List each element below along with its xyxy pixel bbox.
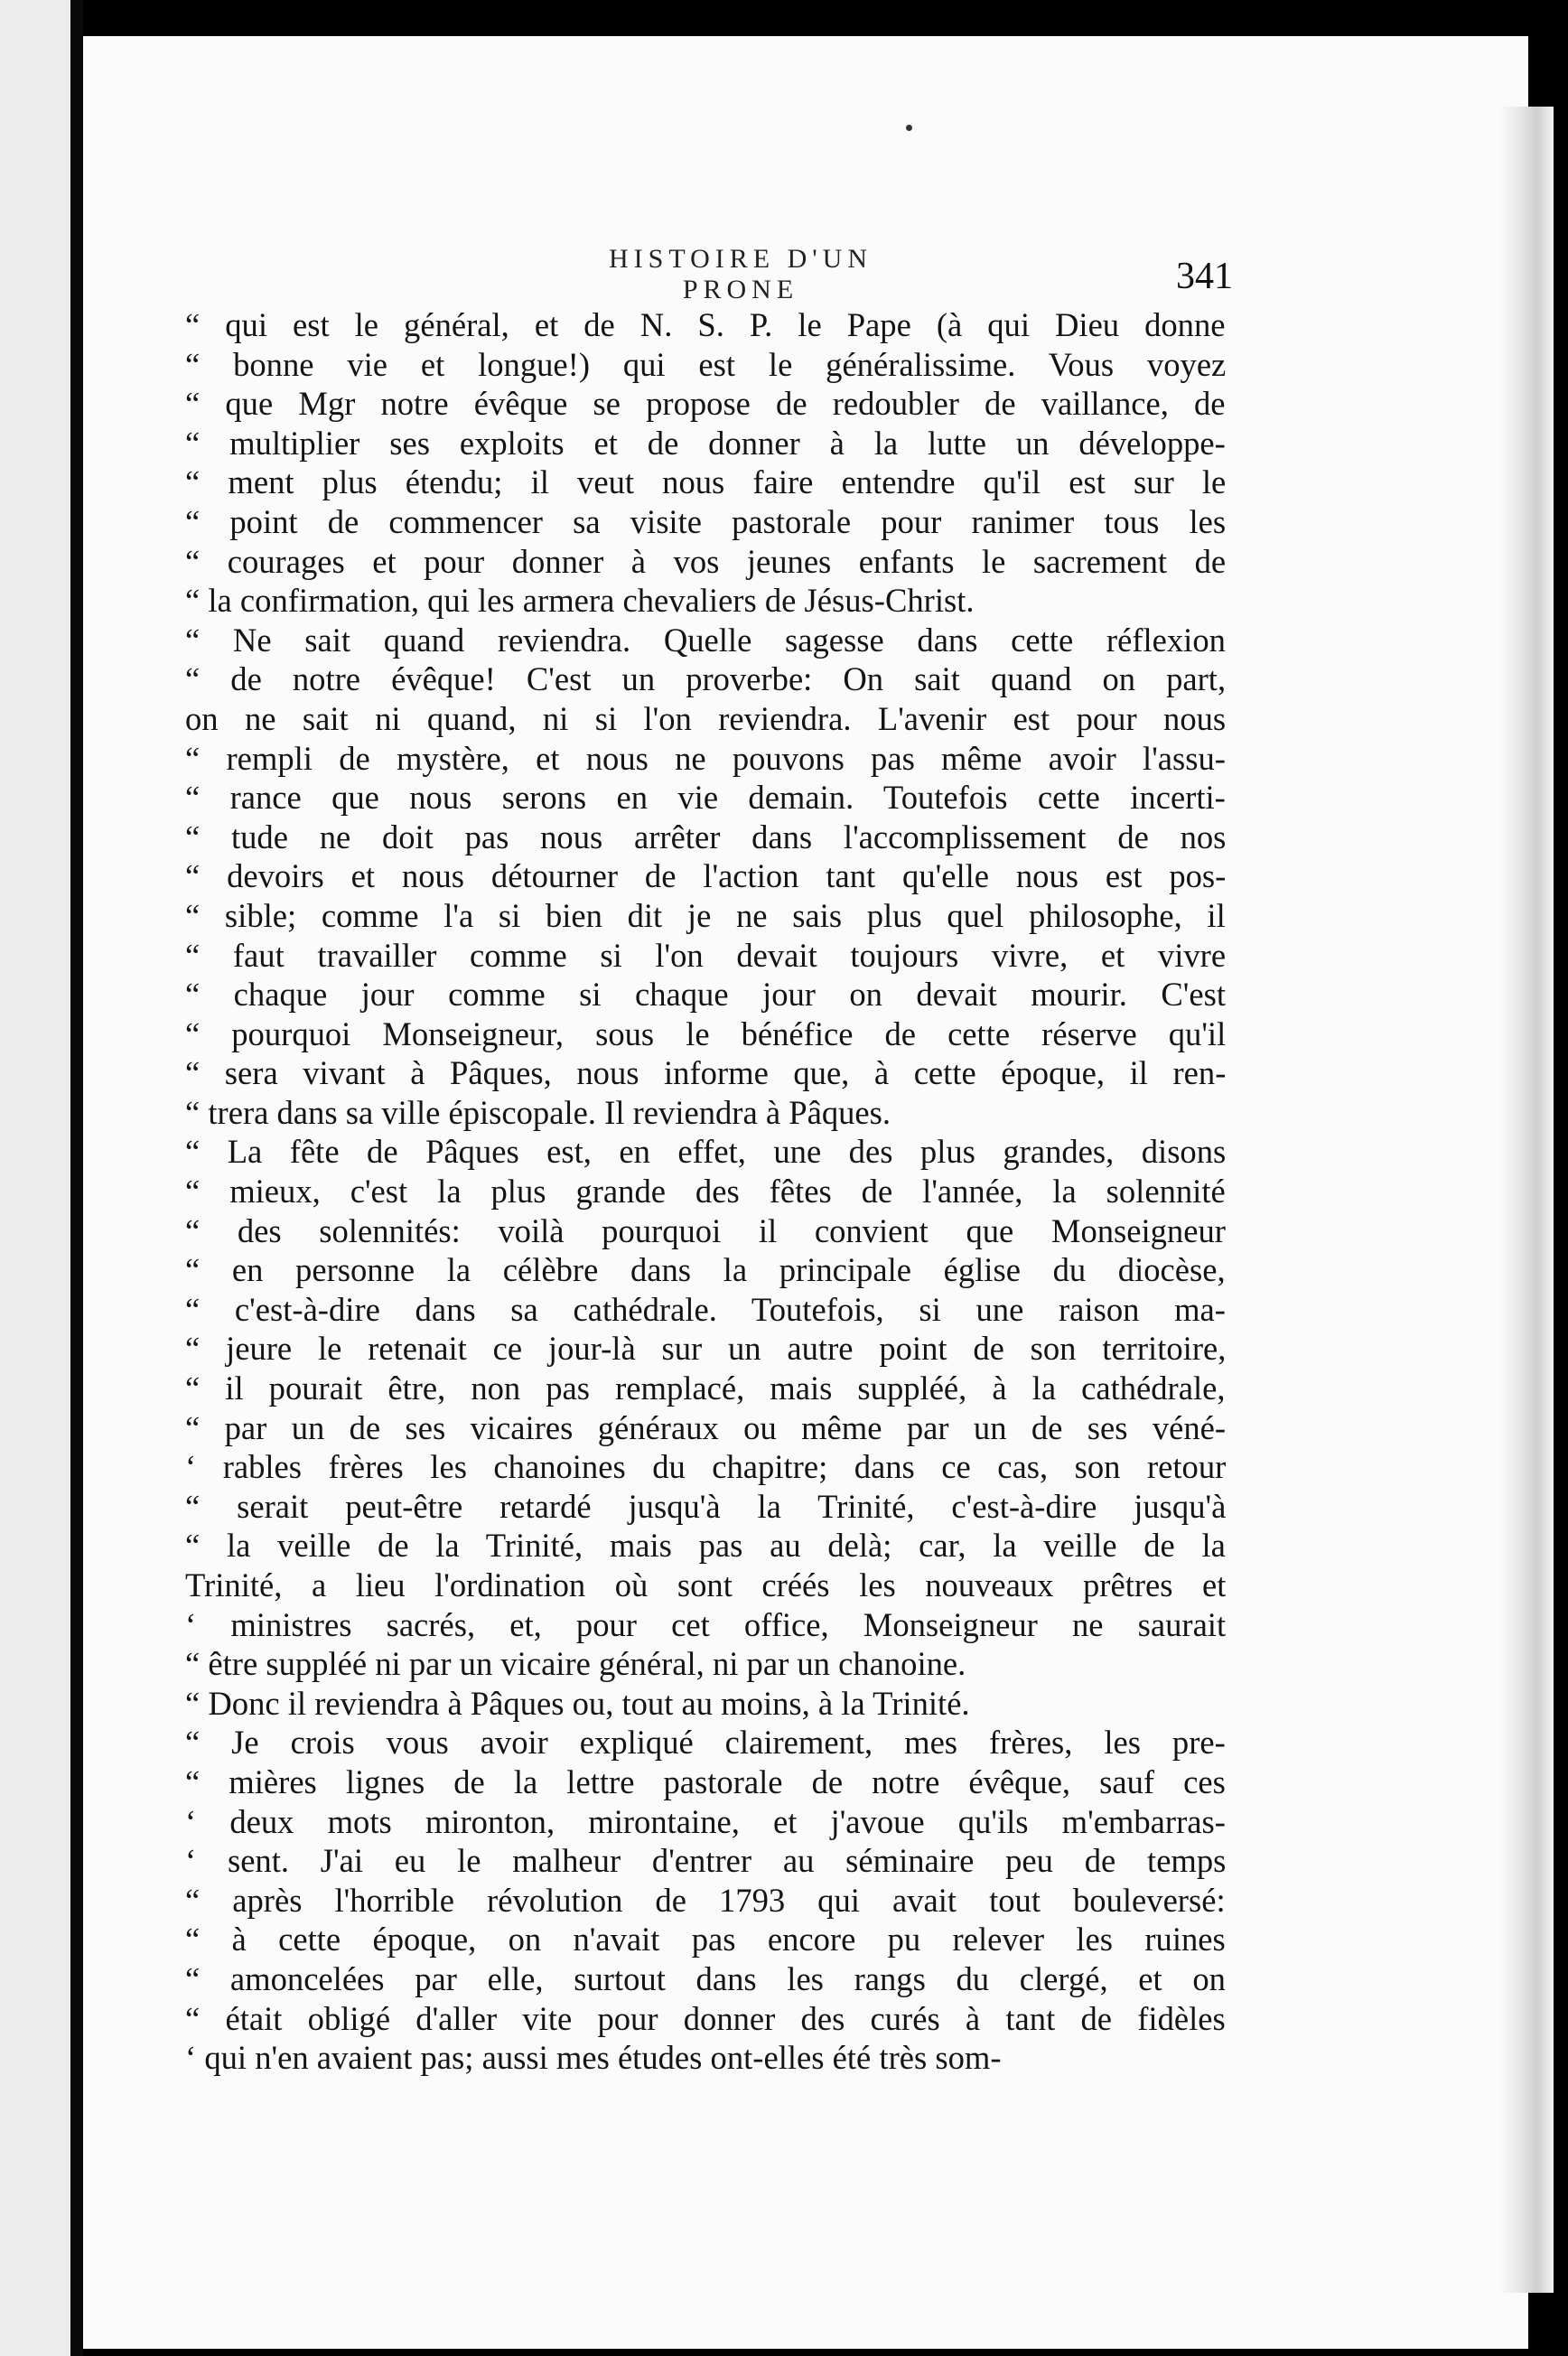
text-line: “ bonne vie et longue!) qui est le généralissime. Vous voyez: [185, 345, 1226, 383]
scan-speck: [906, 125, 912, 131]
text-line: “ à cette époque, on n'avait pas encore pu relever les ruines: [185, 1921, 1226, 1959]
page-fore-edge: [1499, 107, 1554, 2293]
text-line: “ après l'horrible révolution de 1793 qui avait tout bouleversé:: [185, 1881, 1226, 1919]
text-line: Trinité, a lieu l'ordination où sont créés les nouveaux prêtres et: [185, 1566, 1226, 1603]
text-line: “ Ne sait quand reviendra. Quelle sagesse dans cette réflexion: [185, 621, 1226, 659]
text-line: “ être suppléé ni par un vicaire général, ni par un chanoine.: [185, 1645, 966, 1683]
text-line: “ pourquoi Monseigneur, sous le bénéfice de cette réserve qu'il: [185, 1014, 1226, 1052]
text-line: “ tude ne doit pas nous arrêter dans l'accomplissement de nos: [185, 818, 1226, 855]
text-line: “ des solennités: voilà pourquoi il convient que Monseigneur: [185, 1211, 1226, 1249]
text-line: ‘ qui n'en avaient pas; aussi mes études ont-elles été très som-: [185, 2039, 1002, 2077]
text-line: “ amoncelées par elle, surtout dans les rangs du clergé, et on: [185, 1959, 1226, 1997]
text-line: “ rempli de mystère, et nous ne pouvons pas même avoir l'assu-: [185, 739, 1226, 777]
page-number: 341: [1176, 256, 1233, 297]
text-line: “ en personne la célèbre dans la principale église du diocèse,: [185, 1251, 1226, 1289]
text-line: “ sera vivant à Pâques, nous informe que, à cette époque, il ren-: [185, 1054, 1226, 1092]
text-line: “ faut travailler comme si l'on devait toujours vivre, et vivre: [185, 936, 1226, 974]
text-line: “ Je crois vous avoir expliqué clairement, mes frères, les pre-: [185, 1724, 1226, 1762]
text-line: “ la confirmation, qui les armera chevaliers de Jésus-Christ.: [185, 582, 975, 620]
body-text: [185, 305, 1226, 2078]
text-line: “ c'est-à-dire dans sa cathédrale. Toutefois, si une raison ma-: [185, 1290, 1226, 1328]
text-line: “ courages et pour donner à vos jeunes enfants le sacrement de: [185, 542, 1226, 580]
text-line: “ point de commencer sa visite pastorale pour ranimer tous les: [185, 502, 1226, 540]
text-line: “ mieux, c'est la plus grande des fêtes de l'année, la solennité: [185, 1173, 1226, 1211]
text-line: “ que Mgr notre évêque se propose de redoubler de vaillance, de: [185, 385, 1226, 423]
book-spine-shadow: [70, 0, 83, 2356]
running-header: HISTOIRE D'UN PRONE: [608, 244, 873, 304]
text-line: on ne sait ni quand, ni si l'on reviendra. L'avenir est pour nous: [185, 699, 1226, 737]
text-line: “ serait peut-être retardé jusqu'à la Trinité, c'est-à-dire jusqu'à: [185, 1487, 1226, 1525]
text-line: “ était obligé d'aller vite pour donner des curés à tant de fidèles: [185, 1999, 1226, 2037]
text-line: ‘ rables frères les chanoines du chapitre; dans ce cas, son retour: [185, 1448, 1226, 1486]
text-line: “ ment plus étendu; il veut nous faire entendre qu'il est sur le: [185, 463, 1226, 501]
text-line: ‘ ministres sacrés, et, pour cet office, Monseigneur ne saurait: [185, 1605, 1226, 1643]
text-line: ‘ sent. J'ai eu le malheur d'entrer au séminaire peu de temps: [185, 1842, 1226, 1880]
text-line: “ trera dans sa ville épiscopale. Il reviendra à Pâques.: [185, 1093, 891, 1131]
text-line: “ qui est le général, et de N. S. P. le Pape (à qui Dieu donne: [185, 306, 1226, 343]
text-line: “ mières lignes de la lettre pastorale de notre évêque, sauf ces: [185, 1762, 1226, 1800]
text-line: ‘ deux mots mironton, mirontaine, et j'avoue qu'ils m'embarras-: [185, 1802, 1226, 1840]
text-line: “ par un de ses vicaires généraux ou même par un de ses véné-: [185, 1408, 1226, 1446]
text-line: “ rance que nous serons en vie demain. Toutefois cette incerti-: [185, 779, 1226, 817]
text-line: “ devoirs et nous détourner de l'action tant qu'elle nous est pos-: [185, 857, 1226, 895]
text-line: “ multiplier ses exploits et de donner à la lutte un développe-: [185, 424, 1226, 462]
text-line: “ sible; comme l'a si bien dit je ne sais plus quel philosophe, il: [185, 896, 1226, 934]
text-line: “ de notre évêque! C'est un proverbe: On sait quand on part,: [185, 660, 1226, 698]
text-line: “ chaque jour comme si chaque jour on devait mourir. C'est: [185, 976, 1226, 1014]
text-line: “ il pourait être, non pas remplacé, mais suppléé, à la cathédrale,: [185, 1370, 1226, 1407]
text-line: “ La fête de Pâques est, en effet, une des plus grandes, disons: [185, 1133, 1226, 1171]
text-line: “ Donc il reviendra à Pâques ou, tout au moins, à la Trinité.: [185, 1684, 970, 1722]
scan-left-margin: [0, 0, 70, 2356]
text-line: “ la veille de la Trinité, mais pas au delà; car, la veille de la: [185, 1527, 1226, 1565]
text-line: “ jeure le retenait ce jour-là sur un autre point de son territoire,: [185, 1330, 1226, 1368]
